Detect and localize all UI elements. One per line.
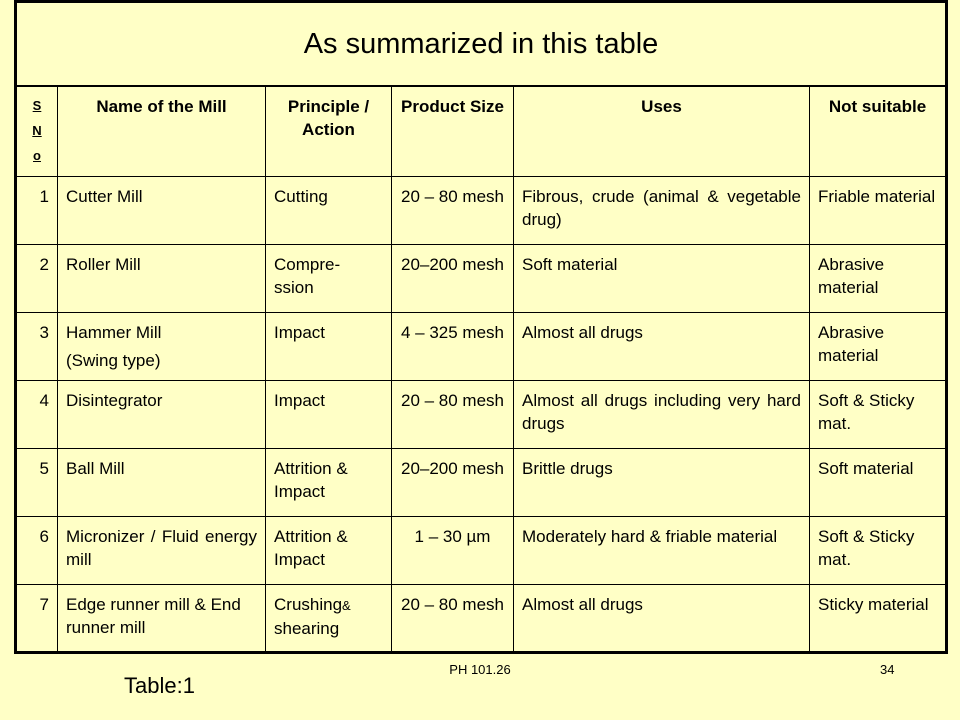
table-caption: Table:1 [124, 673, 195, 698]
cell-principle [266, 584, 392, 652]
table-title-row [16, 2, 947, 87]
cell-name: Ball Mill [58, 448, 266, 516]
cell-name: Roller Mill [58, 245, 266, 313]
header-size: Product Size [392, 86, 514, 176]
cell-uses: Brittle drugs [514, 448, 810, 516]
footer-course-code: PH 101.26 [449, 662, 511, 677]
cell-size: 20 – 80 mesh [392, 584, 514, 652]
page-number: 34 [880, 662, 895, 677]
cell-principle: Cutting [266, 177, 392, 245]
cell-sno: 1 [16, 177, 58, 245]
cell-principle-amp: & [342, 597, 351, 613]
table-row [16, 381, 947, 449]
header-not-suitable: Not suitable [810, 86, 947, 176]
cell-size: 4 – 325 mesh [392, 313, 514, 381]
header-sno-letter: o [33, 148, 41, 164]
cell-principle: Compre- ssion [266, 245, 392, 313]
table-row [16, 516, 947, 584]
table-row [16, 313, 947, 381]
cell-size: 20–200 mesh [392, 245, 514, 313]
cell-size: 1 – 30 µm [392, 516, 514, 584]
cell-principle-main: Crushing [274, 594, 343, 614]
cell-name-main: Hammer Mill [66, 323, 162, 343]
cell-name: Micronizer / Fluid energy mill [58, 516, 266, 584]
header-principle: Principle / Action [266, 86, 392, 176]
cell-not-suitable: Abrasive material [810, 245, 947, 313]
mills-summary-table [14, 0, 948, 654]
cell-name-sub: (Swing type) [66, 351, 161, 371]
cell-not-suitable: Soft & Sticky mat. [810, 516, 947, 584]
cell-not-suitable: Soft material [810, 448, 947, 516]
cell-sno: 4 [16, 381, 58, 449]
cell-principle: Impact [266, 313, 392, 381]
table-header-row [16, 86, 947, 176]
cell-name: Edge runner mill & End runner mill [58, 584, 266, 652]
cell-principle: Attrition & Impact [266, 516, 392, 584]
cell-size: 20 – 80 mesh [392, 177, 514, 245]
cell-principle: Impact [266, 381, 392, 449]
table-row [16, 177, 947, 245]
cell-sno: 2 [16, 245, 58, 313]
cell-name: Disintegrator [58, 381, 266, 449]
table-row [16, 245, 947, 313]
cell-not-suitable: Sticky material [810, 584, 947, 652]
cell-uses: Soft material [514, 245, 810, 313]
header-sno-letter: S [32, 98, 42, 114]
header-sno-letter: N [32, 123, 42, 139]
header-sno [16, 86, 58, 176]
cell-sno: 6 [16, 516, 58, 584]
table-title: As summarized in this table [16, 2, 947, 87]
table-row [16, 584, 947, 652]
cell-name: Cutter Mill [58, 177, 266, 245]
cell-not-suitable: Friable material [810, 177, 947, 245]
cell-principle: Attrition & Impact [266, 448, 392, 516]
cell-uses: Almost all drugs [514, 313, 810, 381]
cell-size: 20–200 mesh [392, 448, 514, 516]
cell-sno: 5 [16, 448, 58, 516]
cell-not-suitable: Abrasive material [810, 313, 947, 381]
cell-sno: 3 [16, 313, 58, 381]
cell-not-suitable: Soft & Sticky mat. [810, 381, 947, 449]
header-name: Name of the Mill [58, 86, 266, 176]
header-uses: Uses [514, 86, 810, 176]
cell-uses: Almost all drugs [514, 584, 810, 652]
cell-name [58, 313, 266, 381]
cell-sno: 7 [16, 584, 58, 652]
cell-principle-rest: shearing [274, 618, 340, 638]
cell-uses: Moderately hard & friable material [514, 516, 810, 584]
cell-uses: Almost all drugs including very hard drugs [514, 381, 810, 449]
cell-uses: Fibrous, crude (animal & vegetable drug) [514, 177, 810, 245]
table-row [16, 448, 947, 516]
cell-size: 20 – 80 mesh [392, 381, 514, 449]
